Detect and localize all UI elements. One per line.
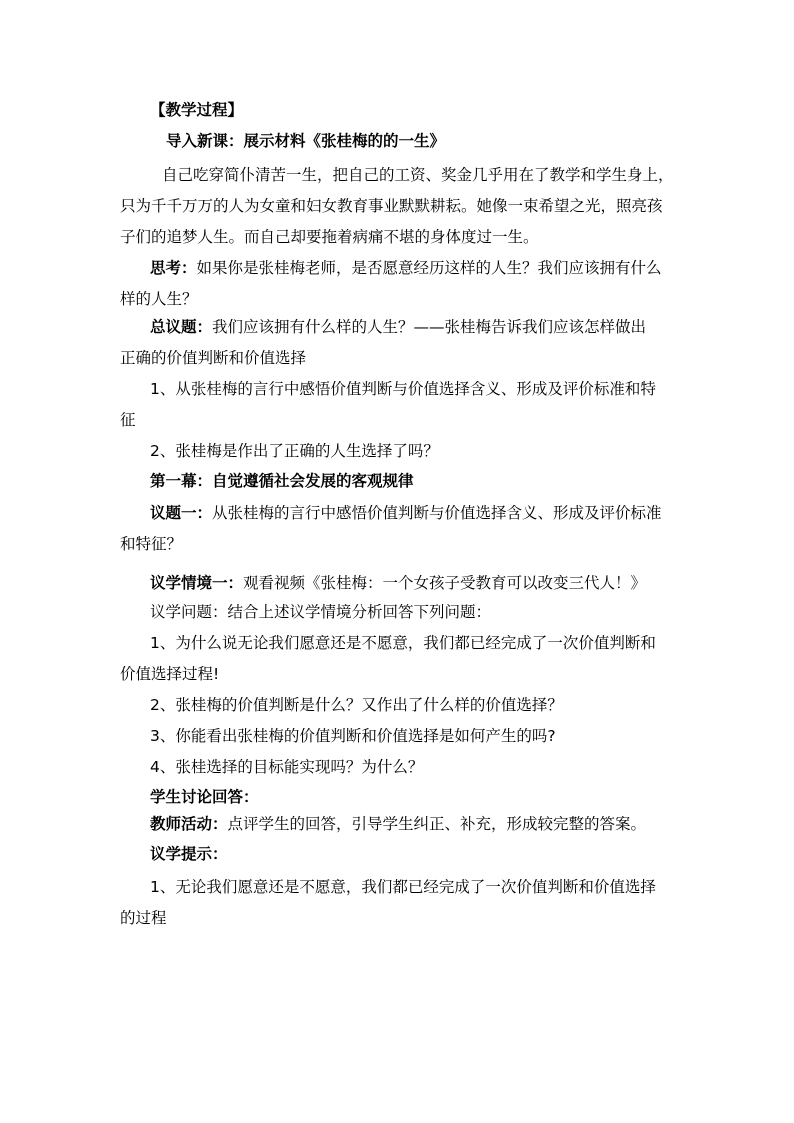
- topic-one-text: 从张桂梅的言行中感悟价值判断与价值选择含义、形成及评价标准: [212, 504, 662, 522]
- question-1: 1、为什么说无论我们愿意还是不愿意，我们都已经完成了一次价值判断和: [150, 634, 656, 652]
- sub-topic-1: 1、从张桂梅的言行中感悟价值判断与价值选择含义、形成及评价标准和特: [150, 380, 656, 398]
- hint-line-1: 1、无论我们愿意还是不愿意，我们都已经完成了一次价值判断和价值选择: [150, 878, 656, 896]
- question-4: 4、张桂选择的目标能实现吗？为什么？: [150, 758, 424, 776]
- section-title: 【教学过程】: [150, 101, 244, 119]
- hint-line-2: 的过程: [120, 909, 167, 927]
- think-line-2: 样的人生？: [120, 290, 198, 308]
- main-topic-text: 我们应该拥有什么样的人生？——张桂梅告诉我们应该怎样做出: [212, 318, 647, 336]
- question-1-line-2: 价值选择过程!: [120, 665, 220, 683]
- main-topic-line-2: 正确的价值判断和价值选择: [120, 349, 307, 367]
- main-topic-label: 总议题：: [150, 318, 213, 336]
- material-line-3: 子们的追梦人生。而自己却要拖着病痛不堪的身体度过一生。: [120, 228, 539, 246]
- scenario-label: 议学情境一：: [150, 574, 244, 592]
- teacher-activity-label: 教师活动：: [150, 815, 228, 833]
- teacher-activity-text: 点评学生的回答，引导学生纠正、补充，形成较完整的答案。: [227, 815, 647, 833]
- think-text: 如果你是张桂梅老师，是否愿意经历这样的人生？我们应该拥有什么: [196, 259, 662, 277]
- questions-intro: 议学问题：结合上述议学情境分析回答下列问题：: [150, 603, 492, 621]
- topic-one-label: 议题一：: [150, 504, 213, 522]
- think-label: 思考：: [150, 259, 197, 277]
- sub-topic-1-line-2: 征: [120, 411, 136, 429]
- question-3: 3、你能看出张桂梅的价值判断和价值选择是如何产生的吗?: [150, 727, 556, 745]
- material-line-2: 只为千千万万的人为女童和妇女教育事业默默耕耘。她像一束希望之光，照亮孩: [120, 197, 663, 215]
- student-answer-heading: 学生讨论回答：: [150, 788, 259, 806]
- curtain-one-heading: 第一幕：自觉遵循社会发展的客观规律: [150, 472, 414, 490]
- question-2: 2、张桂梅的价值判断是什么？又作出了什么样的价值选择？: [150, 696, 563, 714]
- sub-topic-2: 2、张桂梅是作出了正确的人生选择了吗？: [150, 442, 439, 460]
- topic-one-paragraph: [150, 502, 662, 524]
- material-line-1: 自己吃穿简仆清苦一生，把自己的工资、奖金几乎用在了教学和学生身上，: [162, 166, 674, 184]
- scenario-text: 观看视频《张桂梅：一个女孩子受教育可以改变三代人！》: [243, 574, 647, 592]
- hint-heading: 议学提示：: [150, 845, 228, 863]
- main-topic-paragraph: [150, 316, 646, 338]
- think-paragraph: [150, 257, 662, 279]
- intro-heading: 导入新课：展示材料《张桂梅的的一生》: [166, 132, 446, 150]
- scenario-paragraph: [150, 572, 646, 594]
- topic-one-line-2: 和特征？: [120, 535, 183, 553]
- teacher-activity-paragraph: [150, 813, 646, 835]
